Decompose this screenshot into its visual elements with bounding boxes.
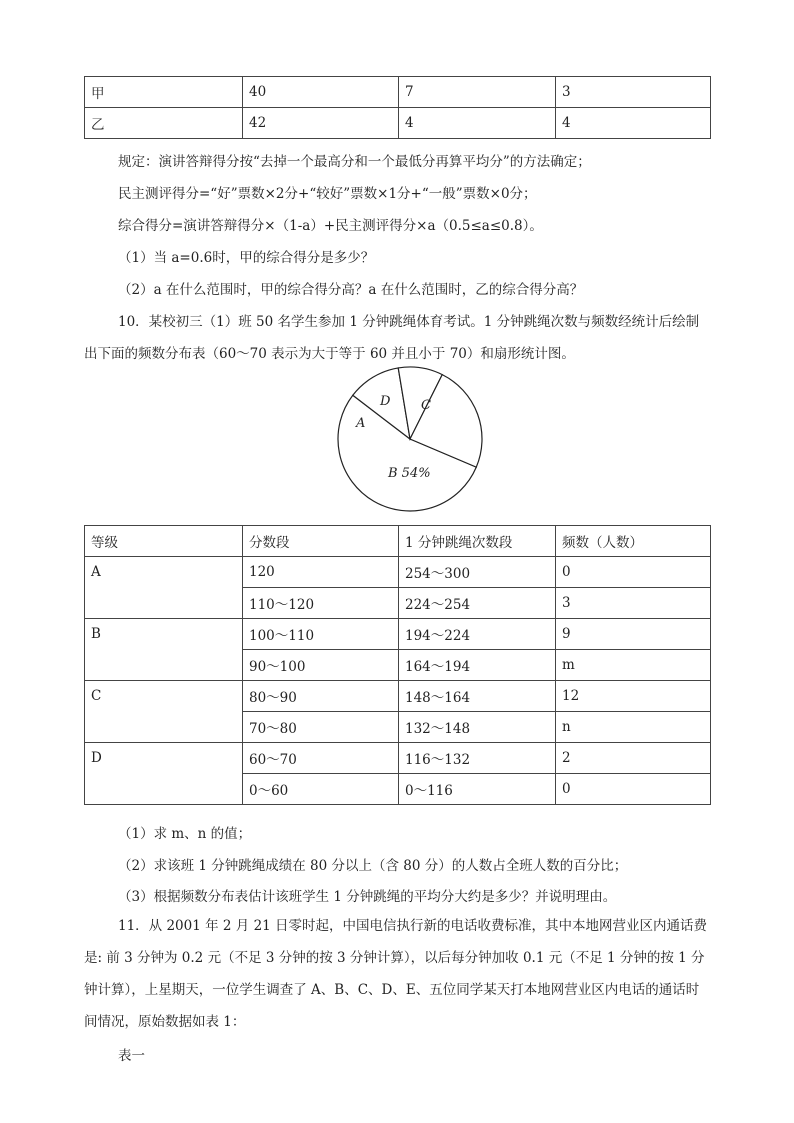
- pie-label-d: D: [380, 394, 391, 409]
- rule-text: 民主测评得分=“好”票数×2分+“较好”票数×1分+“一般”票数×0分；: [118, 186, 537, 202]
- problem-10-text: 10．某校初三（1）班 50 名学生参加 1 分钟跳绳体育考试。1 分钟跳绳次数与频数经统计后绘制: [118, 314, 700, 330]
- grade-cell: D: [85, 743, 243, 805]
- pie-chart: [334, 365, 488, 517]
- column-header: 等级: [85, 526, 243, 557]
- table-caption: 表一: [118, 1048, 145, 1064]
- table-row: [85, 681, 711, 712]
- column-header: 分数段: [243, 526, 399, 557]
- table-cell: 4: [556, 108, 711, 139]
- rule-text: 综合得分=演讲答辩得分×（1-a）+民主测评得分×a（0.5≤a≤0.8）。: [118, 218, 543, 234]
- table-cell: 194～224: [399, 619, 556, 650]
- table-cell: 132～148: [399, 712, 556, 743]
- pie-label-c: C: [421, 398, 431, 413]
- table-cell: 224～254: [399, 588, 556, 619]
- pie-label-b: B 54%: [388, 466, 431, 481]
- pie-label-a: A: [356, 416, 366, 431]
- question-text: （1）当 a=0.6时，甲的综合得分是多少？: [118, 250, 375, 266]
- table-cell: 4: [399, 108, 556, 139]
- table-cell: 2: [556, 743, 711, 774]
- table-cell: 0: [556, 774, 711, 805]
- table-row: [85, 108, 711, 139]
- table-cell: 0～60: [243, 774, 399, 805]
- table-cell: 110～120: [243, 588, 399, 619]
- table-cell: 12: [556, 681, 711, 712]
- table-cell: 42: [243, 108, 399, 139]
- table-row: [85, 619, 711, 650]
- frequency-distribution-table: [84, 525, 711, 805]
- table-cell: 80～90: [243, 681, 399, 712]
- table-cell: n: [556, 712, 711, 743]
- table-cell: 120: [243, 557, 399, 588]
- table-cell: 7: [399, 77, 556, 108]
- candidate-score-table: [84, 76, 711, 139]
- table-cell: m: [556, 650, 711, 681]
- question-text: （3）根据频数分布表估计该班学生 1 分钟跳绳的平均分大约是多少？并说明理由。: [118, 889, 617, 905]
- column-header: 1 分钟跳绳次数段: [399, 526, 556, 557]
- table-row: [85, 743, 711, 774]
- table-row: [85, 557, 711, 588]
- grade-cell: C: [85, 681, 243, 743]
- table-cell: 40: [243, 77, 399, 108]
- table-cell: 3: [556, 588, 711, 619]
- grade-cell: A: [85, 557, 243, 619]
- table-cell: 3: [556, 77, 711, 108]
- table-cell: 90～100: [243, 650, 399, 681]
- table-cell: 164～194: [399, 650, 556, 681]
- table-header-row: [85, 526, 711, 557]
- question-text: （1）求 m、n 的值；: [118, 826, 252, 842]
- problem-11-text: 11．从 2001 年 2 月 21 日零时起，中国电信执行新的电话收费标准，其中本地网营业区内通话费是: 前 3 分钟为 0.2 元（不足 3 分钟的按 3 分钟计算），以后每分钟加收 0.1 元（不足 1 分钟的按 1 分钟计算），上星期天，一位学生调查了 A、B、C、D、E、五位同学某天打本地网营业区内电话的通话时间情况，原始数据如表 1：: [84, 918, 708, 1030]
- column-header: 频数（人数）: [556, 526, 711, 557]
- table-cell: 254～300: [399, 557, 556, 588]
- pie-slices: [338, 367, 482, 511]
- problem-10-text: 出下面的频数分布表（60～70 表示为大于等于 60 并且小于 70）和扇形统计图。: [84, 346, 575, 362]
- table-row: [85, 77, 711, 108]
- grade-cell: B: [85, 619, 243, 681]
- table-cell: 148～164: [399, 681, 556, 712]
- table-cell: 100～110: [243, 619, 399, 650]
- question-text: （2）a 在什么范围时，甲的综合得分高？a 在什么范围时，乙的综合得分高？: [118, 282, 584, 298]
- table-cell: 70～80: [243, 712, 399, 743]
- table-cell: 甲: [85, 77, 243, 108]
- table-cell: 0: [556, 557, 711, 588]
- table-cell: 乙: [85, 108, 243, 139]
- rule-text: 规定：演讲答辩得分按“去掉一个最高分和一个最低分再算平均分”的方法确定；: [118, 154, 591, 170]
- table-cell: 9: [556, 619, 711, 650]
- table-cell: 60～70: [243, 743, 399, 774]
- table-cell: 0～116: [399, 774, 556, 805]
- question-text: （2）求该班 1 分钟跳绳成绩在 80 分以上（含 80 分）的人数占全班人数的百分比；: [118, 858, 628, 874]
- table-cell: 116～132: [399, 743, 556, 774]
